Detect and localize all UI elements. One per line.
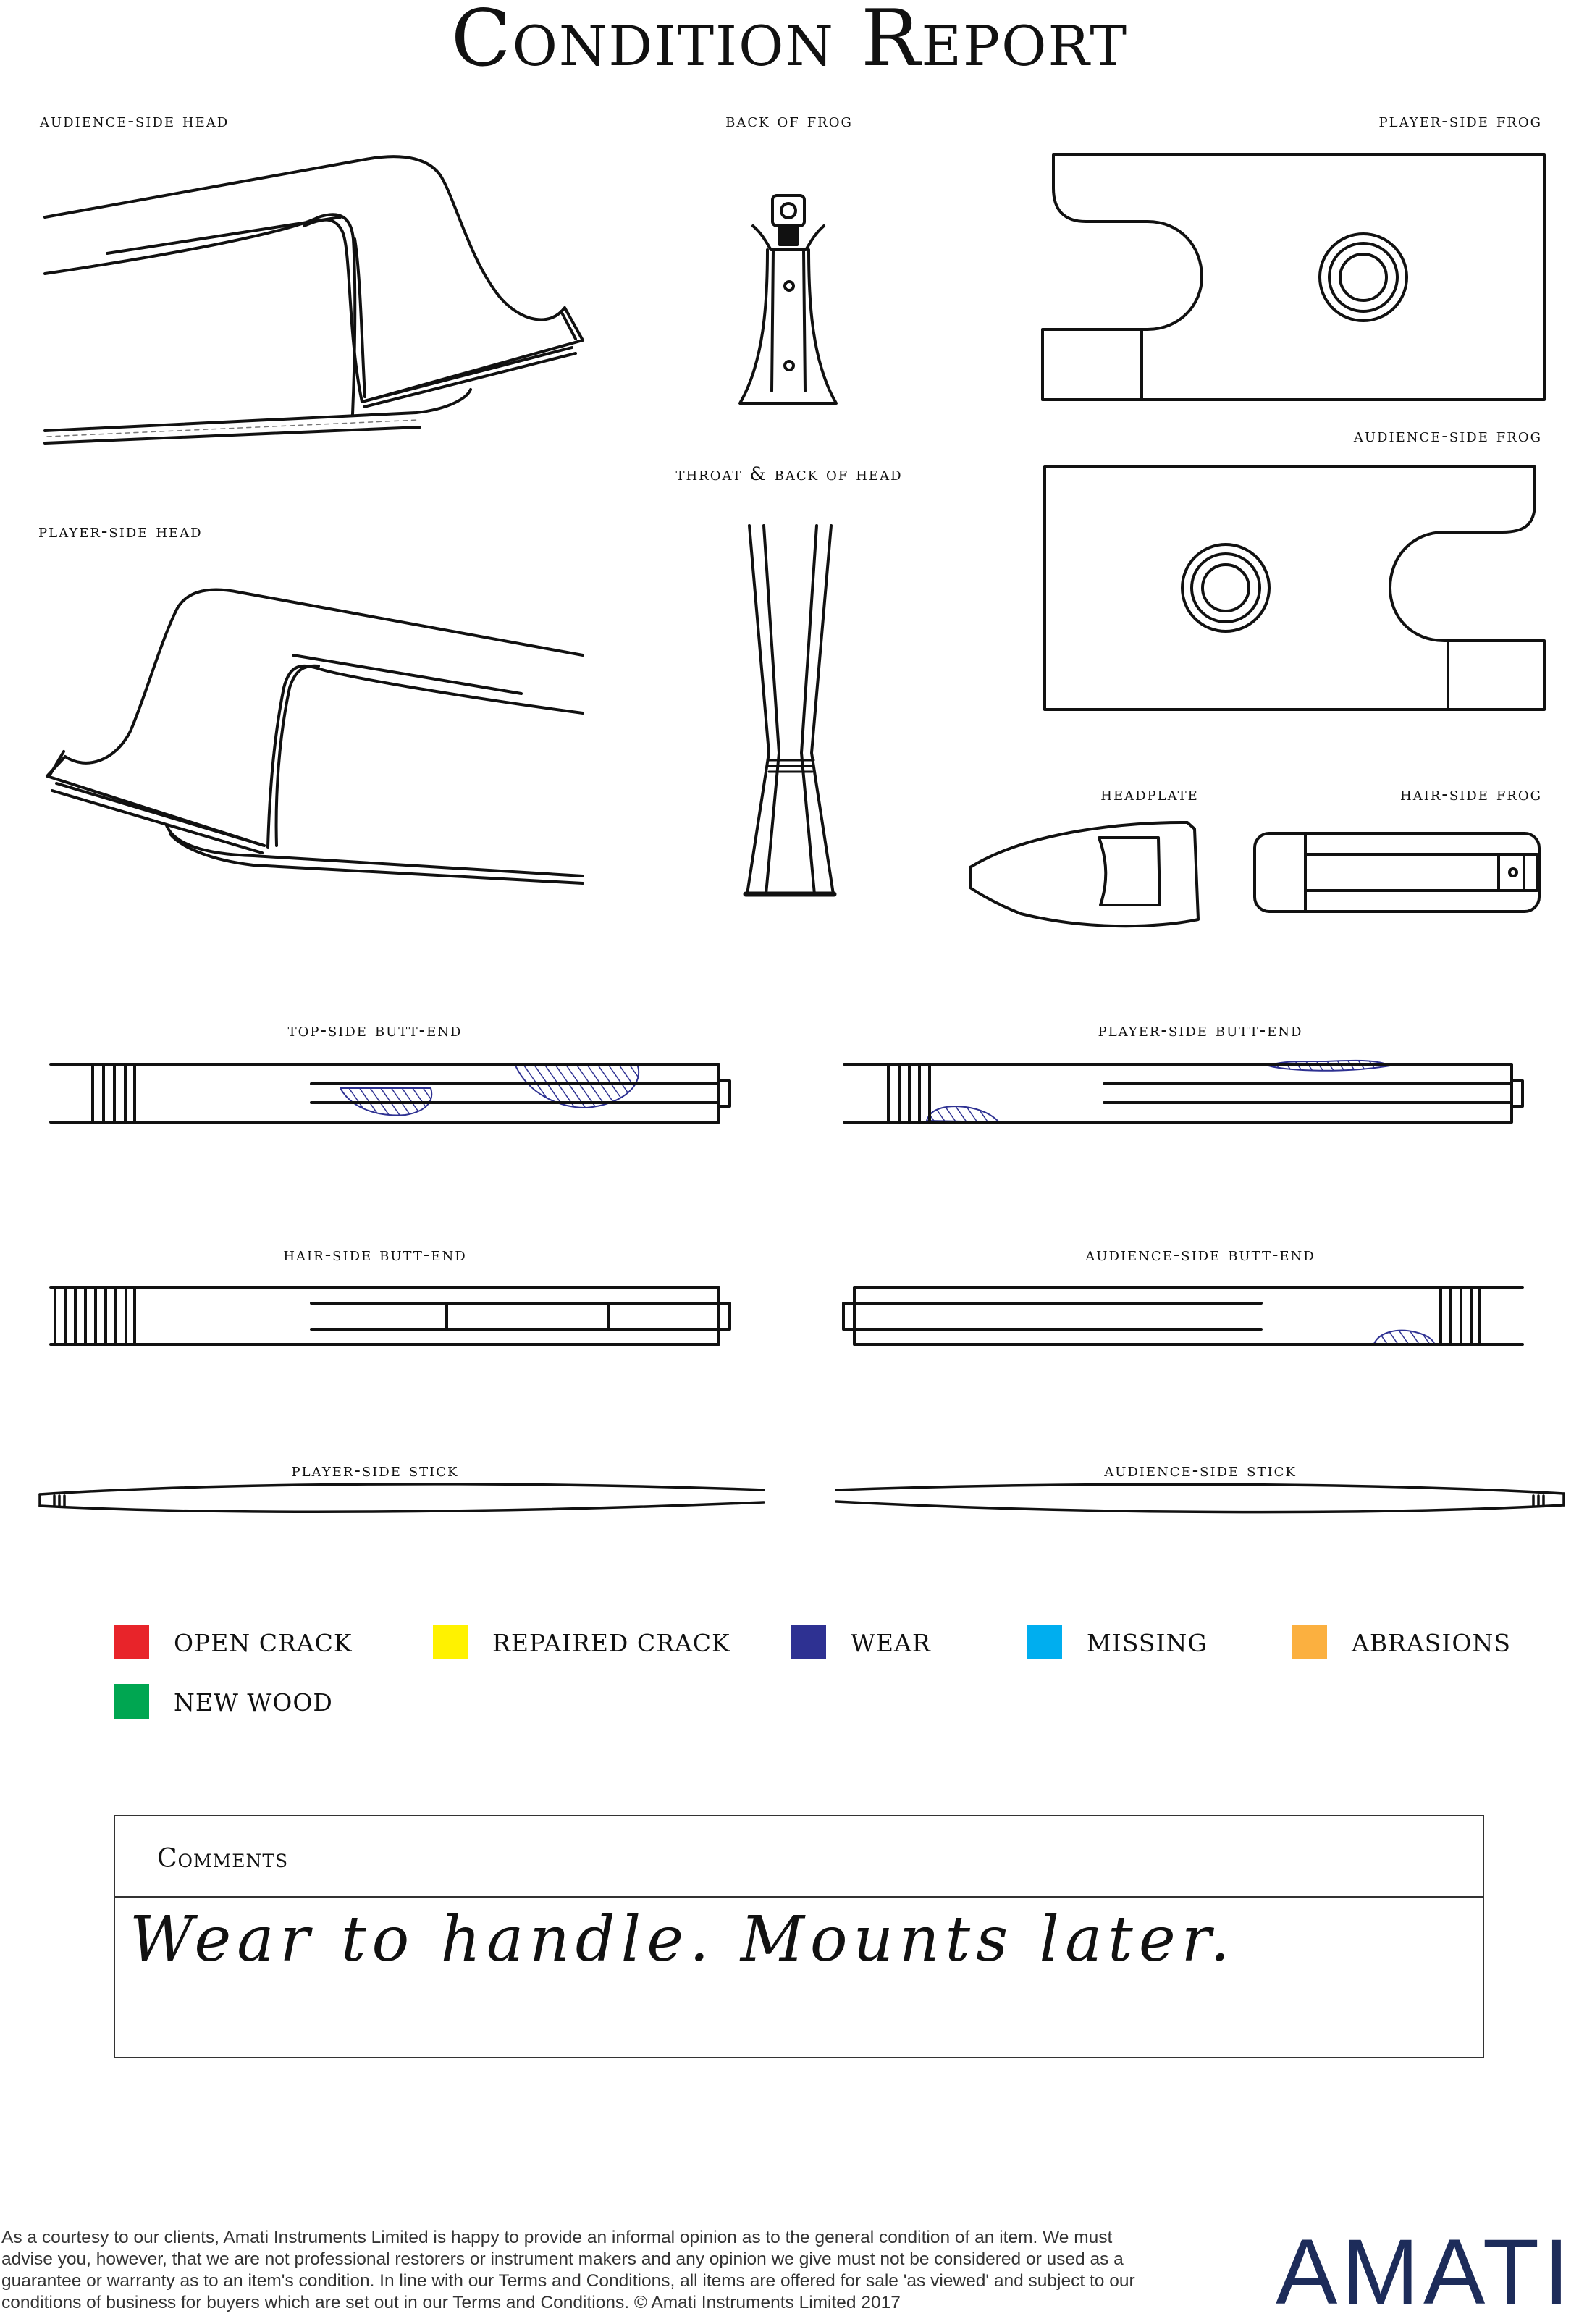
label-player-side-stick: player-side stick	[291, 1460, 459, 1481]
label-audience-side-butt-end: audience-side butt-end	[1085, 1244, 1315, 1265]
amati-logo: AMATI	[1276, 2220, 1574, 2324]
comments-label: Comments	[157, 1844, 289, 1874]
label-headplate: headplate	[1100, 783, 1199, 804]
label-hair-side-frog: hair-side frog	[1400, 783, 1542, 804]
hair-side-frog-drawing	[1255, 833, 1539, 912]
disclaimer-text: As a courtesy to our clients, Amati Instruments Limited is happy to provide an informal opinion as to the general condition of an item. We must advise you, however, that we are not professional restorers or instrument makers and any opinion we give must not be considered or used as a guarantee or warranty as to an item's condition. In line with our Terms and Conditions, all items are offered for sale 'as viewed' and subject to our conditions of business for buyers which are set out in our Terms and Conditions. © Amati Instruments Limited 2017	[1, 2228, 1135, 2312]
audience-side-stick-drawing	[836, 1484, 1564, 1512]
comments-header	[115, 1816, 1483, 1898]
label-back-of-frog: back of frog	[725, 110, 853, 131]
label-audience-side-frog: audience-side frog	[1353, 425, 1542, 446]
top-side-butt-end-drawing	[51, 1064, 730, 1122]
comments-box[interactable]	[114, 1815, 1484, 2058]
legend-swatch	[433, 1625, 468, 1659]
back-of-frog-drawing	[740, 195, 836, 403]
legend-label: MISSING	[1087, 1629, 1208, 1657]
label-audience-side-stick: audience-side stick	[1104, 1460, 1297, 1481]
hair-side-butt-end-drawing	[51, 1287, 730, 1344]
legend-swatch	[114, 1684, 149, 1719]
label-hair-side-butt-end: hair-side butt-end	[283, 1244, 467, 1265]
audience-side-butt-end-drawing	[843, 1287, 1523, 1345]
legend-label: WEAR	[851, 1629, 931, 1657]
label-throat-back-of-head: throat & back of head	[675, 463, 903, 484]
player-side-butt-end-drawing	[844, 1061, 1523, 1122]
player-side-head-drawing	[47, 589, 583, 883]
legend-swatch	[1027, 1625, 1062, 1659]
legend-label: ABRASIONS	[1352, 1629, 1511, 1657]
legend-swatch	[791, 1625, 826, 1659]
audience-side-head-drawing	[45, 156, 583, 443]
audience-side-frog-drawing	[1045, 466, 1544, 710]
label-audience-side-head: audience-side head	[40, 110, 230, 131]
label-player-side-frog: player-side frog	[1378, 110, 1542, 131]
headplate-drawing	[970, 822, 1198, 926]
legend-label: OPEN CRACK	[174, 1629, 353, 1657]
player-side-frog-drawing	[1043, 155, 1544, 400]
legend-swatch	[114, 1625, 149, 1659]
page-title: Condition Report	[450, 0, 1129, 84]
label-top-side-butt-end: top-side butt-end	[287, 1019, 463, 1040]
legend-label: NEW WOOD	[174, 1688, 333, 1717]
legend-label: REPAIRED CRACK	[492, 1629, 730, 1657]
throat-back-of-head-drawing	[746, 526, 834, 894]
label-player-side-butt-end: player-side butt-end	[1098, 1019, 1303, 1040]
player-side-stick-drawing	[40, 1484, 764, 1512]
comments-text[interactable]: Wear to handle. Mounts later.	[130, 1903, 1236, 1976]
label-player-side-head: player-side head	[38, 521, 203, 542]
legend-swatch	[1292, 1625, 1327, 1659]
